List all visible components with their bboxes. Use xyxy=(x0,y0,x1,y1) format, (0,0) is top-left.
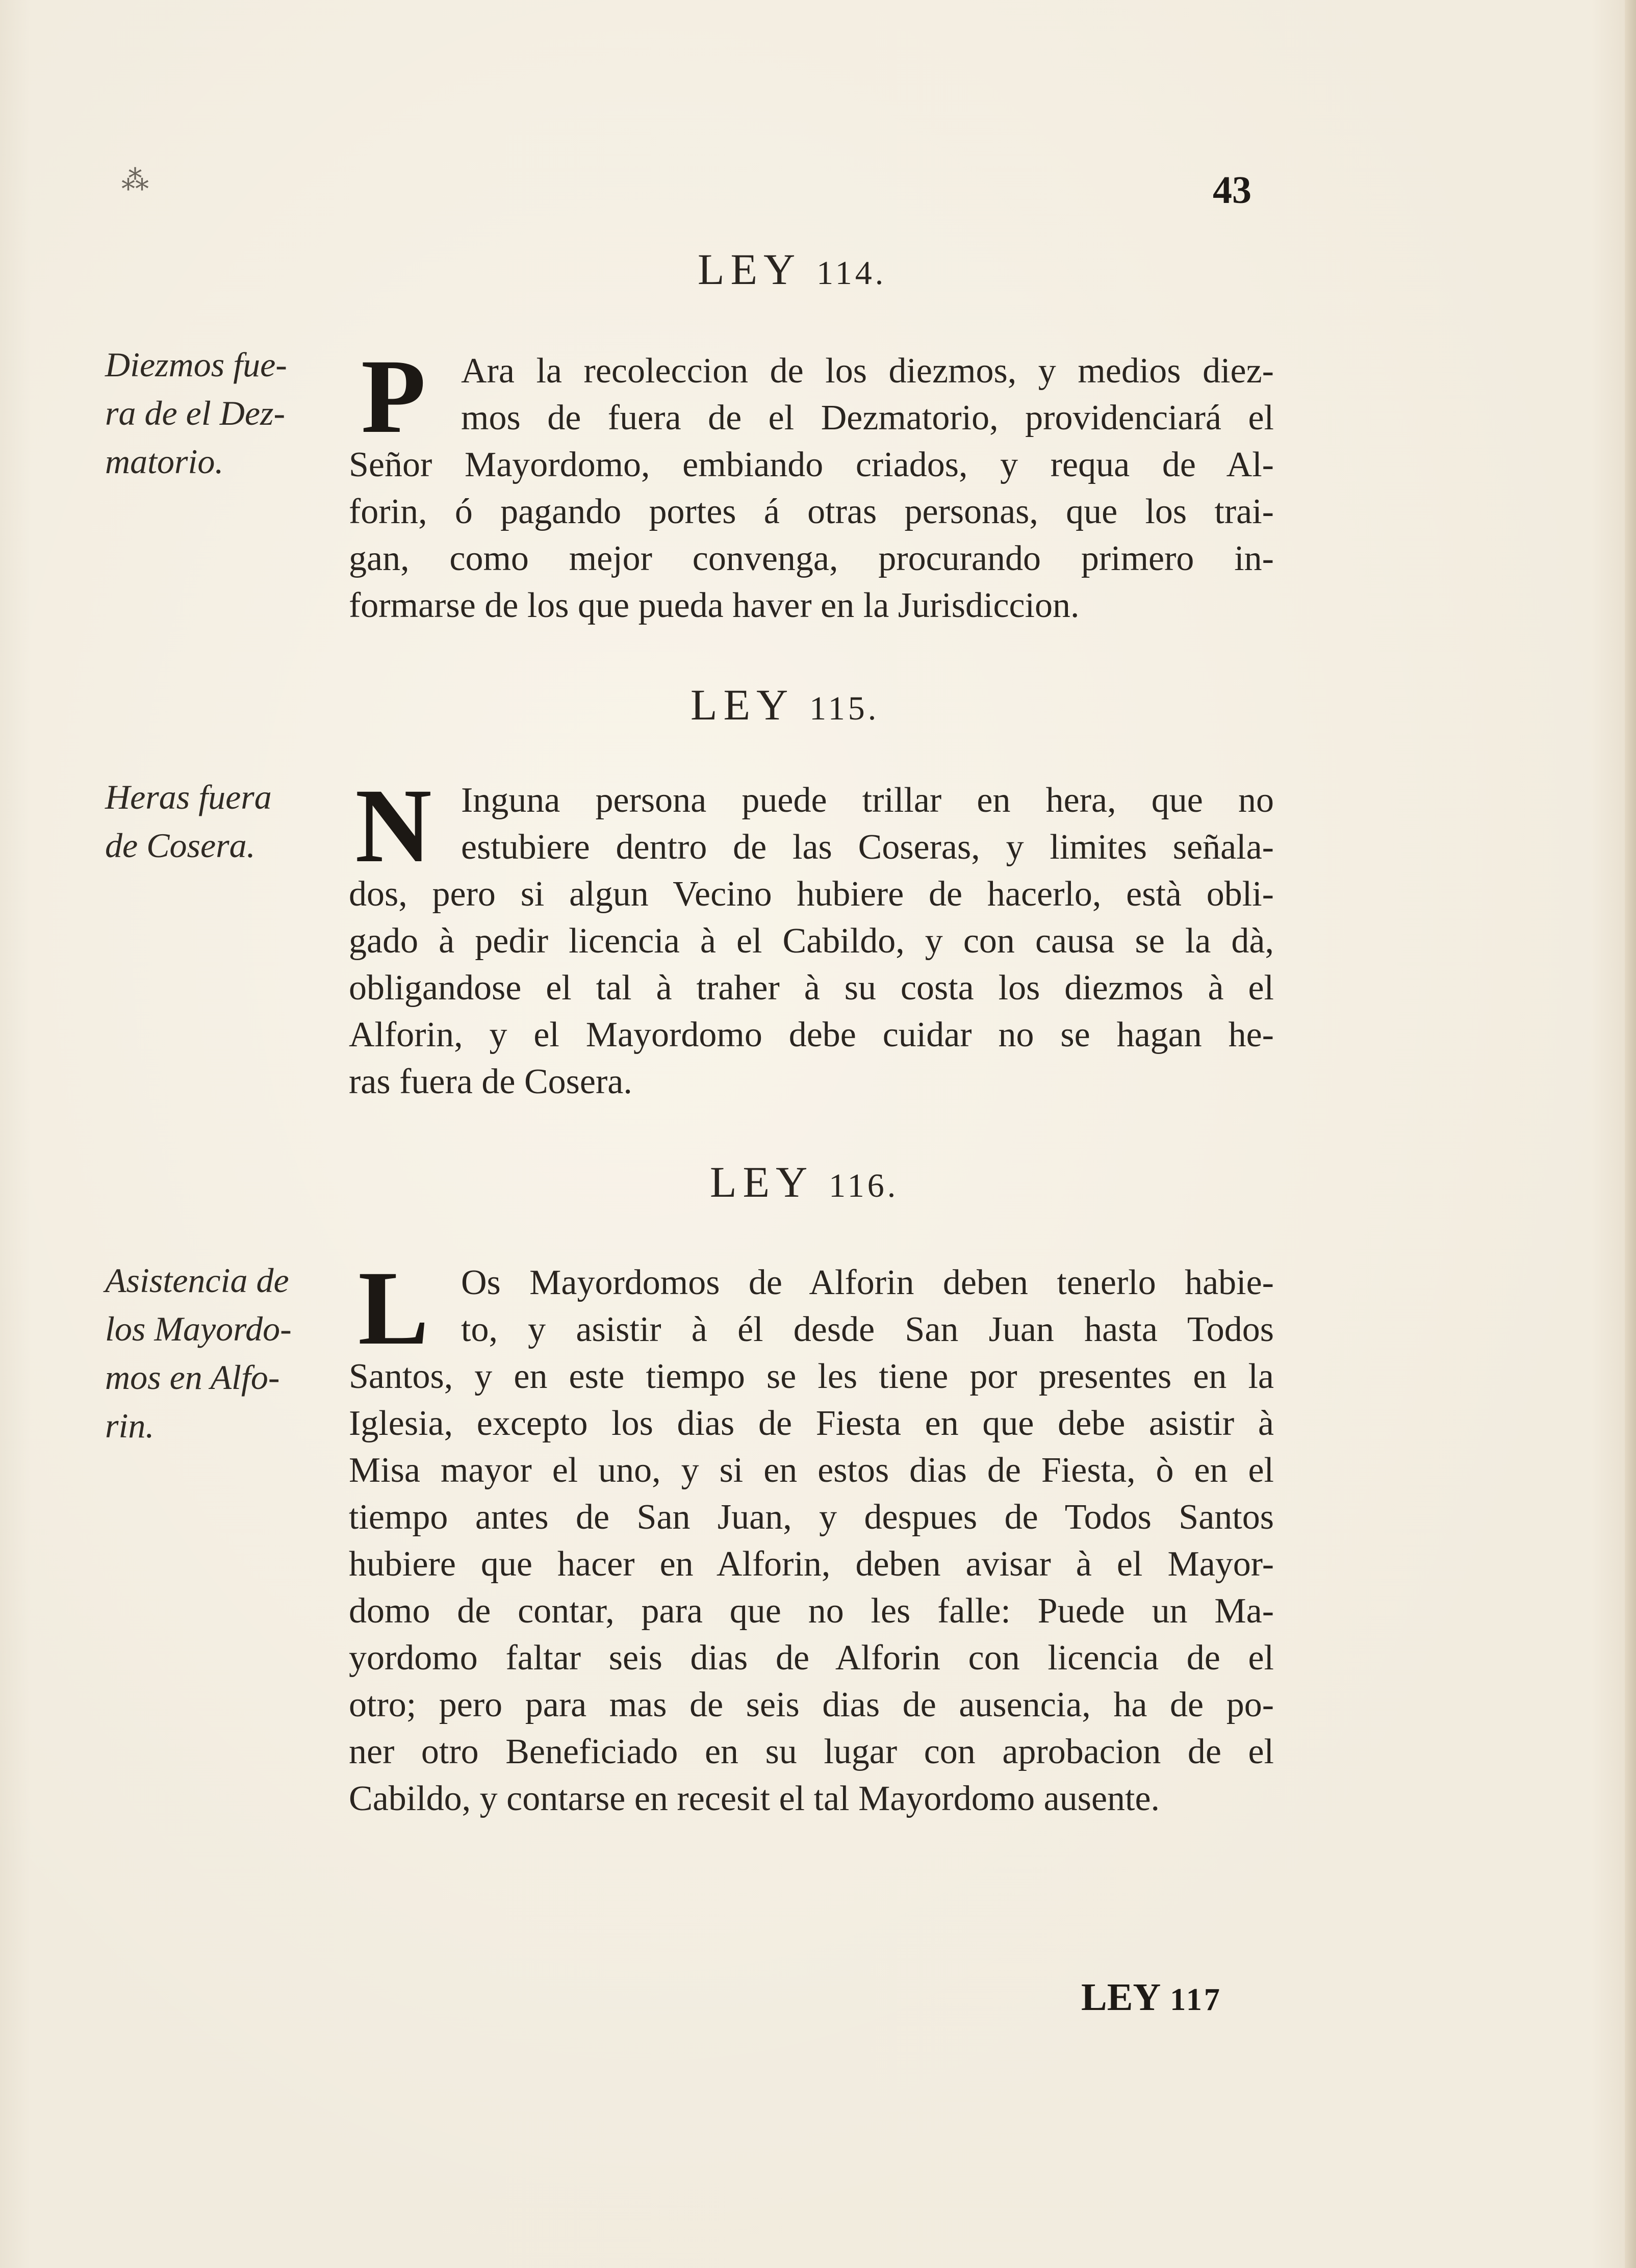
text-line: otro; pero para mas de seis dias de ausencia, ha de po- xyxy=(349,1685,1274,1724)
page-number: 43 xyxy=(1213,169,1251,212)
text-line: Iglesia, excepto los dias de Fiesta en que debe asistir à xyxy=(349,1404,1274,1443)
margin-note-line: Asistencia de xyxy=(105,1261,289,1300)
drop-cap: N xyxy=(355,767,432,884)
catchword xyxy=(1081,1975,1222,2020)
margin-note-line: ra de el Dez- xyxy=(105,394,286,432)
margin-note-116 xyxy=(105,1256,329,1450)
text-line: Señor Mayordomo, embiando criados, y requa de Al- xyxy=(349,445,1274,484)
text-line: Misa mayor el uno, y si en estos dias de Fiesta, ò en el xyxy=(349,1451,1274,1490)
margin-note-line: Diezmos fue- xyxy=(105,345,287,384)
law-heading-number: 116. xyxy=(829,1167,899,1204)
law-text-114 xyxy=(349,338,1274,629)
drop-cap: L xyxy=(358,1249,429,1367)
text-line: Alforin, y el Mayordomo debe cuidar no se hagan he- xyxy=(349,1015,1274,1054)
drop-cap: P xyxy=(361,338,426,455)
margin-note-line: de Cosera. xyxy=(105,826,255,865)
text-line: hubiere que hacer en Alforin, deben avisar à el Mayor- xyxy=(349,1544,1274,1584)
margin-note-line: mos en Alfo- xyxy=(105,1358,280,1397)
text-line: ner otro Beneficiado en su lugar con aprobacion de el xyxy=(349,1732,1274,1771)
margin-note-line: Heras fuera xyxy=(105,778,272,816)
law-heading-label: LEY xyxy=(710,1157,814,1206)
text-line: gado à pedir licencia à el Cabildo, y con causa se la dà, xyxy=(349,921,1274,961)
text-line: domo de contar, para que no les falle: Puede un Ma- xyxy=(349,1591,1274,1631)
text-line: forin, ó pagando portes á otras personas, que los trai- xyxy=(349,492,1274,531)
text-line: obligandose el tal à traher à su costa los diezmos à el xyxy=(349,968,1274,1008)
text-line: yordomo faltar seis dias de Alforin con licencia de el xyxy=(349,1638,1274,1678)
text-line: Santos, y en este tiempo se les tiene por presentes en la xyxy=(349,1357,1274,1396)
margin-note-line: rin. xyxy=(105,1406,155,1445)
text-line: Ara la recoleccion de los diezmos, y medios diez- xyxy=(461,351,1274,391)
top-mark: ⁂ xyxy=(121,165,151,196)
law-heading-number: 115. xyxy=(809,690,880,727)
text-line: to, y asistir à él desde San Juan hasta Todos xyxy=(461,1310,1274,1349)
margin-note-line: matorio. xyxy=(105,442,224,481)
margin-note-114 xyxy=(105,341,329,486)
page-edge xyxy=(1625,0,1636,2268)
margin-note-115 xyxy=(105,773,329,870)
law-heading-115 xyxy=(691,679,879,730)
text-line: Os Mayordomos de Alforin deben tenerlo habie- xyxy=(461,1263,1274,1302)
text-line: Inguna persona puede trillar en hera, que no xyxy=(461,781,1274,820)
text-line: gan, como mejor convenga, procurando primero in- xyxy=(349,539,1274,578)
text-line: estubiere dentro de las Coseras, y limites señala- xyxy=(461,828,1274,867)
law-heading-116 xyxy=(710,1156,899,1207)
law-text-115 xyxy=(349,767,1274,1105)
text-line: formarse de los que pueda haver en la Jurisdiccion. xyxy=(349,586,1080,625)
law-heading-label: LEY xyxy=(691,680,795,729)
law-heading-number: 114. xyxy=(816,254,887,292)
text-line: tiempo antes de San Juan, y despues de Todos Santos xyxy=(349,1498,1274,1537)
catchword-label: LEY xyxy=(1081,1976,1161,2019)
law-heading-114 xyxy=(698,244,886,295)
law-heading-label: LEY xyxy=(698,245,802,294)
margin-note-line: los Mayordo- xyxy=(105,1309,292,1348)
text-line: ras fuera de Cosera. xyxy=(349,1062,632,1101)
text-line: dos, pero si algun Vecino hubiere de hacerlo, està obli- xyxy=(349,874,1274,914)
text-line: mos de fuera de el Dezmatorio, providenciará el xyxy=(461,398,1274,437)
law-text-116 xyxy=(349,1249,1274,1822)
text-line: Cabildo, y contarse en recesit el tal Mayordomo ausente. xyxy=(349,1779,1160,1818)
catchword-number: 117 xyxy=(1170,1982,1222,2017)
